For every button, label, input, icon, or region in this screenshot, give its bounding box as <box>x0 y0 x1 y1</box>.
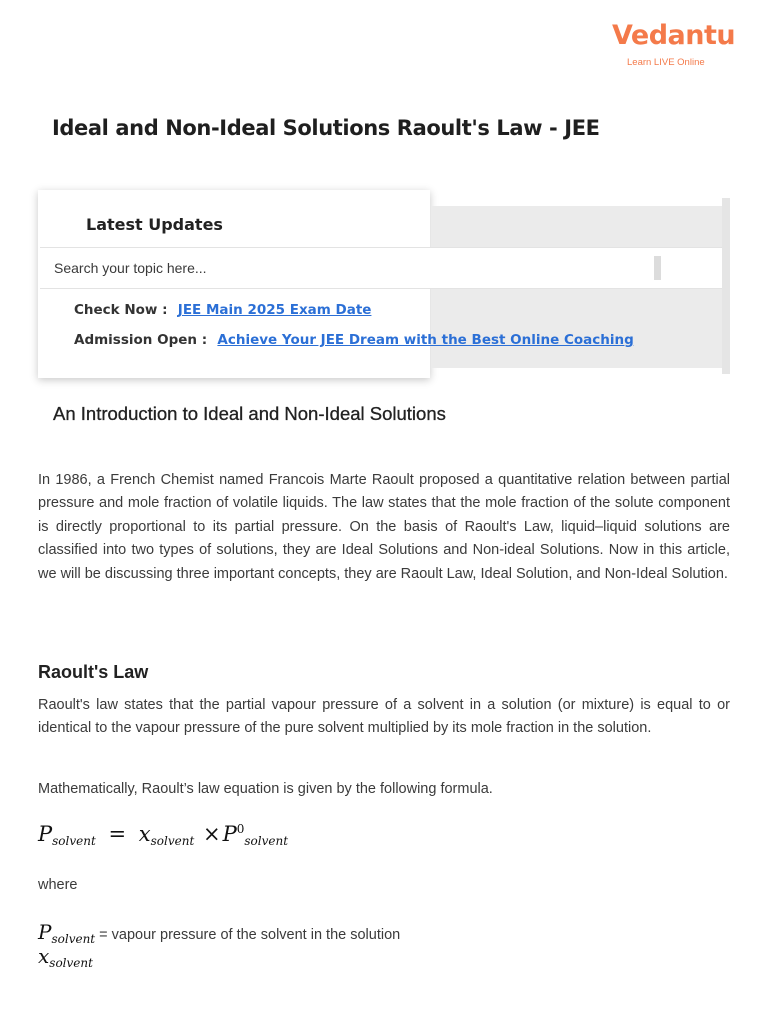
logo-wordmark: Vedantu <box>612 20 736 51</box>
exam-date-link[interactable]: JEE Main 2025 Exam Date <box>177 302 372 318</box>
latest-updates-heading: Latest Updates <box>86 215 223 234</box>
raoult-heading: Raoult's Law <box>38 662 149 682</box>
update-row-admission <box>74 332 634 348</box>
logo-tagline: Learn LIVE Online <box>627 57 705 68</box>
raoult-formula <box>38 822 288 846</box>
def-p-text: = vapour pressure of the solvent in the solution <box>95 927 401 943</box>
update-row-exam-date <box>74 302 371 318</box>
formula-p0-sub: solvent <box>244 834 289 848</box>
intro-paragraph: In 1986, a French Chemist named Francois Marte Raoult proposed a quantitative relation between partial pressure and mole fraction of volatile liquids. The law states that the mole fraction of the solute component is directly proportional to its partial pressure. On the basis of Raoult's Law, liquid–liquid solutions are classified into two types of solutions, they are Ideal Solutions and Non-ideal Solutions. Now in this article, we will be discussing three important concepts, they are Raoult Law, Ideal Solution, and Non-Ideal Solution. <box>38 472 730 582</box>
vedantu-logo[interactable] <box>612 20 736 72</box>
raoult-paragraph: Raoult's law states that the partial vapour pressure of a solvent in a solution (or mixture) is equal to or identical to the vapour pressure of the pure solvent multiplied by its mole fraction in the solution. <box>38 697 730 737</box>
formula-p0: P <box>222 822 237 846</box>
coaching-link[interactable]: Achieve Your JEE Dream with the Best Online Coaching <box>217 332 634 348</box>
update-label: Admission Open : <box>74 332 208 348</box>
formula-p0-sup: 0 <box>236 822 245 836</box>
formula-x-sub: solvent <box>150 834 195 848</box>
def-x-symbol: x <box>38 944 50 968</box>
search-box[interactable] <box>40 247 722 289</box>
page-title: Ideal and Non-Ideal Solutions Raoult's Law - JEE <box>52 116 600 140</box>
definition-p-solvent <box>38 920 400 944</box>
formula-equals: = <box>108 822 127 846</box>
formula-intro: Mathematically, Raoult’s law equation is given by the following formula. <box>38 781 493 797</box>
search-input[interactable] <box>54 257 634 279</box>
def-p-sub: solvent <box>51 932 96 946</box>
def-p-symbol: P <box>38 920 52 944</box>
updates-panel-edge <box>722 198 730 374</box>
def-x-sub: solvent <box>49 956 93 970</box>
formula-p-sub: solvent <box>52 834 96 848</box>
search-handle <box>654 256 661 280</box>
where-text: where <box>38 877 78 893</box>
formula-p: P <box>38 822 53 846</box>
definition-x-solvent <box>38 944 93 968</box>
update-label: Check Now : <box>74 302 168 318</box>
formula-times: × <box>202 822 221 846</box>
intro-heading: An Introduction to Ideal and Non-Ideal Solutions <box>53 403 446 424</box>
formula-x: x <box>138 822 151 846</box>
